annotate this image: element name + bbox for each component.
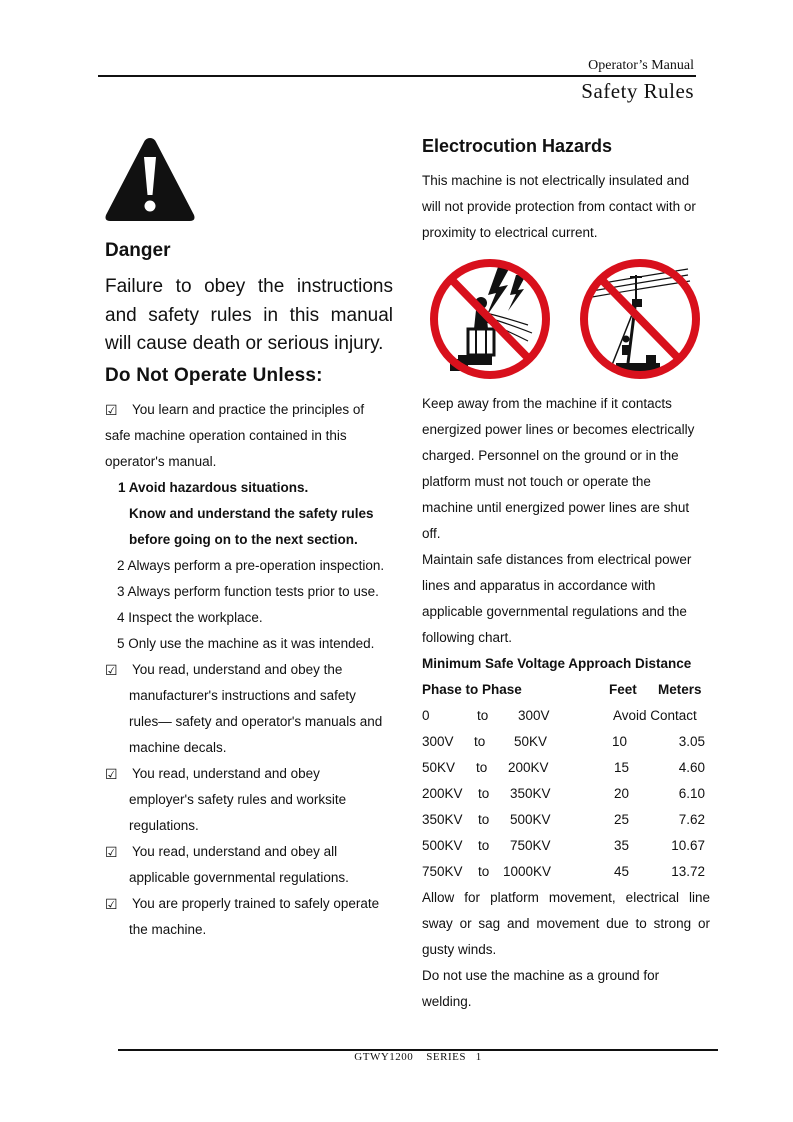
manual-name: Operator’s Manual xyxy=(588,58,694,73)
header-rule xyxy=(98,75,696,77)
step-item: 5 Only use the machine as it was intended. xyxy=(117,636,375,651)
maintain-line: lines and apparatus in accordance with xyxy=(422,578,656,593)
cell-feet: 10 xyxy=(612,734,628,749)
warning-triangle-icon xyxy=(104,135,196,223)
checklist-line: employer's safety rules and worksite xyxy=(129,792,347,807)
step-item: 1 Avoid hazardous situations. xyxy=(118,480,309,495)
cell-meters: 13.72 xyxy=(671,864,705,879)
checkbox-icon: ☑ xyxy=(105,896,118,912)
keep-away-line: machine until energized power lines are shut xyxy=(422,500,690,515)
keep-away-line: platform must not touch or operate the xyxy=(422,474,651,489)
ground-line: welding. xyxy=(422,994,472,1009)
intro-line: will not provide protection from contact with or xyxy=(422,199,696,214)
checklist-line: regulations. xyxy=(129,818,199,833)
cell-upto: 350KV xyxy=(510,786,551,801)
checklist-line: manufacturer's instructions and safety xyxy=(129,688,356,703)
maintain-line: following chart. xyxy=(422,630,513,645)
cell-feet: 15 xyxy=(614,760,630,775)
checklist-line: rules— safety and operator's manuals and xyxy=(129,714,383,729)
cell-upto: 200KV xyxy=(508,760,549,775)
electrocution-heading: Electrocution Hazards xyxy=(422,136,613,156)
cell-from: 750KV xyxy=(422,864,463,879)
checkbox-icon: ☑ xyxy=(105,844,118,860)
checklist-line: You are properly trained to safely operate xyxy=(132,896,380,911)
checkbox-icon: ☑ xyxy=(105,402,118,418)
keep-away-line: energized power lines or becomes electrically xyxy=(422,422,695,437)
cell-from: 500KV xyxy=(422,838,463,853)
allow-line: gusty winds. xyxy=(422,942,497,957)
cell-to: to xyxy=(476,760,488,775)
cell-from: 300V xyxy=(422,734,454,749)
cell-feet: 35 xyxy=(614,838,630,853)
cell-upto: 50KV xyxy=(514,734,548,749)
cell-from: 350KV xyxy=(422,812,463,827)
checklist-line: You read, understand and obey xyxy=(132,766,320,781)
checklist-line: applicable governmental regulations. xyxy=(129,870,349,885)
maintain-line: Maintain safe distances from electrical power xyxy=(422,552,692,567)
cell-upto: 300V xyxy=(518,708,550,723)
section-title: Safety Rules xyxy=(581,79,694,103)
keep-away-line: off. xyxy=(422,526,441,541)
checklist-line: You read, understand and obey all xyxy=(132,844,338,859)
cell-upto: 1000KV xyxy=(503,864,552,879)
cell-to: to xyxy=(478,838,490,853)
cell-meters: 3.05 xyxy=(678,734,705,749)
ground-line: Do not use the machine as a ground for xyxy=(422,968,660,983)
cell-meters: 6.10 xyxy=(678,786,705,801)
cell-feet: 20 xyxy=(614,786,630,801)
maintain-line: applicable governmental regulations and the xyxy=(422,604,687,619)
checkbox-icon: ☑ xyxy=(105,766,118,782)
cell-from: 0 xyxy=(422,708,430,723)
step-item: 4 Inspect the workplace. xyxy=(117,610,263,625)
no-crane-powerline-icon xyxy=(578,255,702,383)
cell-meters: 7.62 xyxy=(678,812,705,827)
cell-upto: 750KV xyxy=(510,838,551,853)
checklist-line: machine decals. xyxy=(129,740,227,755)
cell-to: to xyxy=(477,708,489,723)
cell-from: 50KV xyxy=(422,760,456,775)
cell-meters: 10.67 xyxy=(671,838,705,853)
cell-from: 200KV xyxy=(422,786,463,801)
cell-to: to xyxy=(474,734,486,749)
checklist-line: the machine. xyxy=(129,922,207,937)
cell-feet: 45 xyxy=(614,864,630,879)
step-item: 3 Always perform function tests prior to use. xyxy=(117,584,379,599)
keep-away-line: Keep away from the machine if it contacts xyxy=(422,396,672,411)
checklist-line: You read, understand and obey the xyxy=(132,662,343,677)
cell-to: to xyxy=(478,786,490,801)
checklist-line: You learn and practice the principles of xyxy=(132,402,365,417)
intro-line: proximity to electrical current. xyxy=(422,225,598,240)
table-title: Minimum Safe Voltage Approach Distance xyxy=(422,656,692,671)
checklist-line: operator's manual. xyxy=(105,454,217,469)
step-item: before going on to the next section. xyxy=(129,532,358,547)
no-electrocution-worker-icon xyxy=(428,255,552,383)
do-not-operate-heading: Do Not Operate Unless: xyxy=(105,365,323,386)
cell-feet: 25 xyxy=(614,812,630,827)
cell-to: to xyxy=(478,864,490,879)
cell-to: to xyxy=(478,812,490,827)
table-header-phase: Phase to Phase xyxy=(422,682,522,697)
step-item: 2 Always perform a pre-operation inspection. xyxy=(117,558,385,573)
table-header-meters: Meters xyxy=(658,682,702,697)
intro-line: This machine is not electrically insulated and xyxy=(422,173,690,188)
cell-upto: 500KV xyxy=(510,812,551,827)
cell-meters: 4.60 xyxy=(678,760,705,775)
checklist-line: safe machine operation contained in this xyxy=(105,428,347,443)
allow-line: sway or sag and movement due to strong or xyxy=(422,916,710,931)
danger-heading: Danger xyxy=(105,240,171,261)
keep-away-line: charged. Personnel on the ground or in the xyxy=(422,448,679,463)
step-item: Know and understand the safety rules xyxy=(129,506,374,521)
allow-line: Allow for platform movement, electrical line xyxy=(422,890,710,905)
table-header-feet: Feet xyxy=(609,682,637,697)
danger-text: Failure to obey the instructions and safety rules in this manual will cause death or serious injury. xyxy=(105,276,393,354)
cell-feet: Avoid Contact xyxy=(613,708,697,723)
footer-text: GTWY1200 SERIES 1 xyxy=(354,1051,482,1063)
checkbox-icon: ☑ xyxy=(105,662,118,678)
